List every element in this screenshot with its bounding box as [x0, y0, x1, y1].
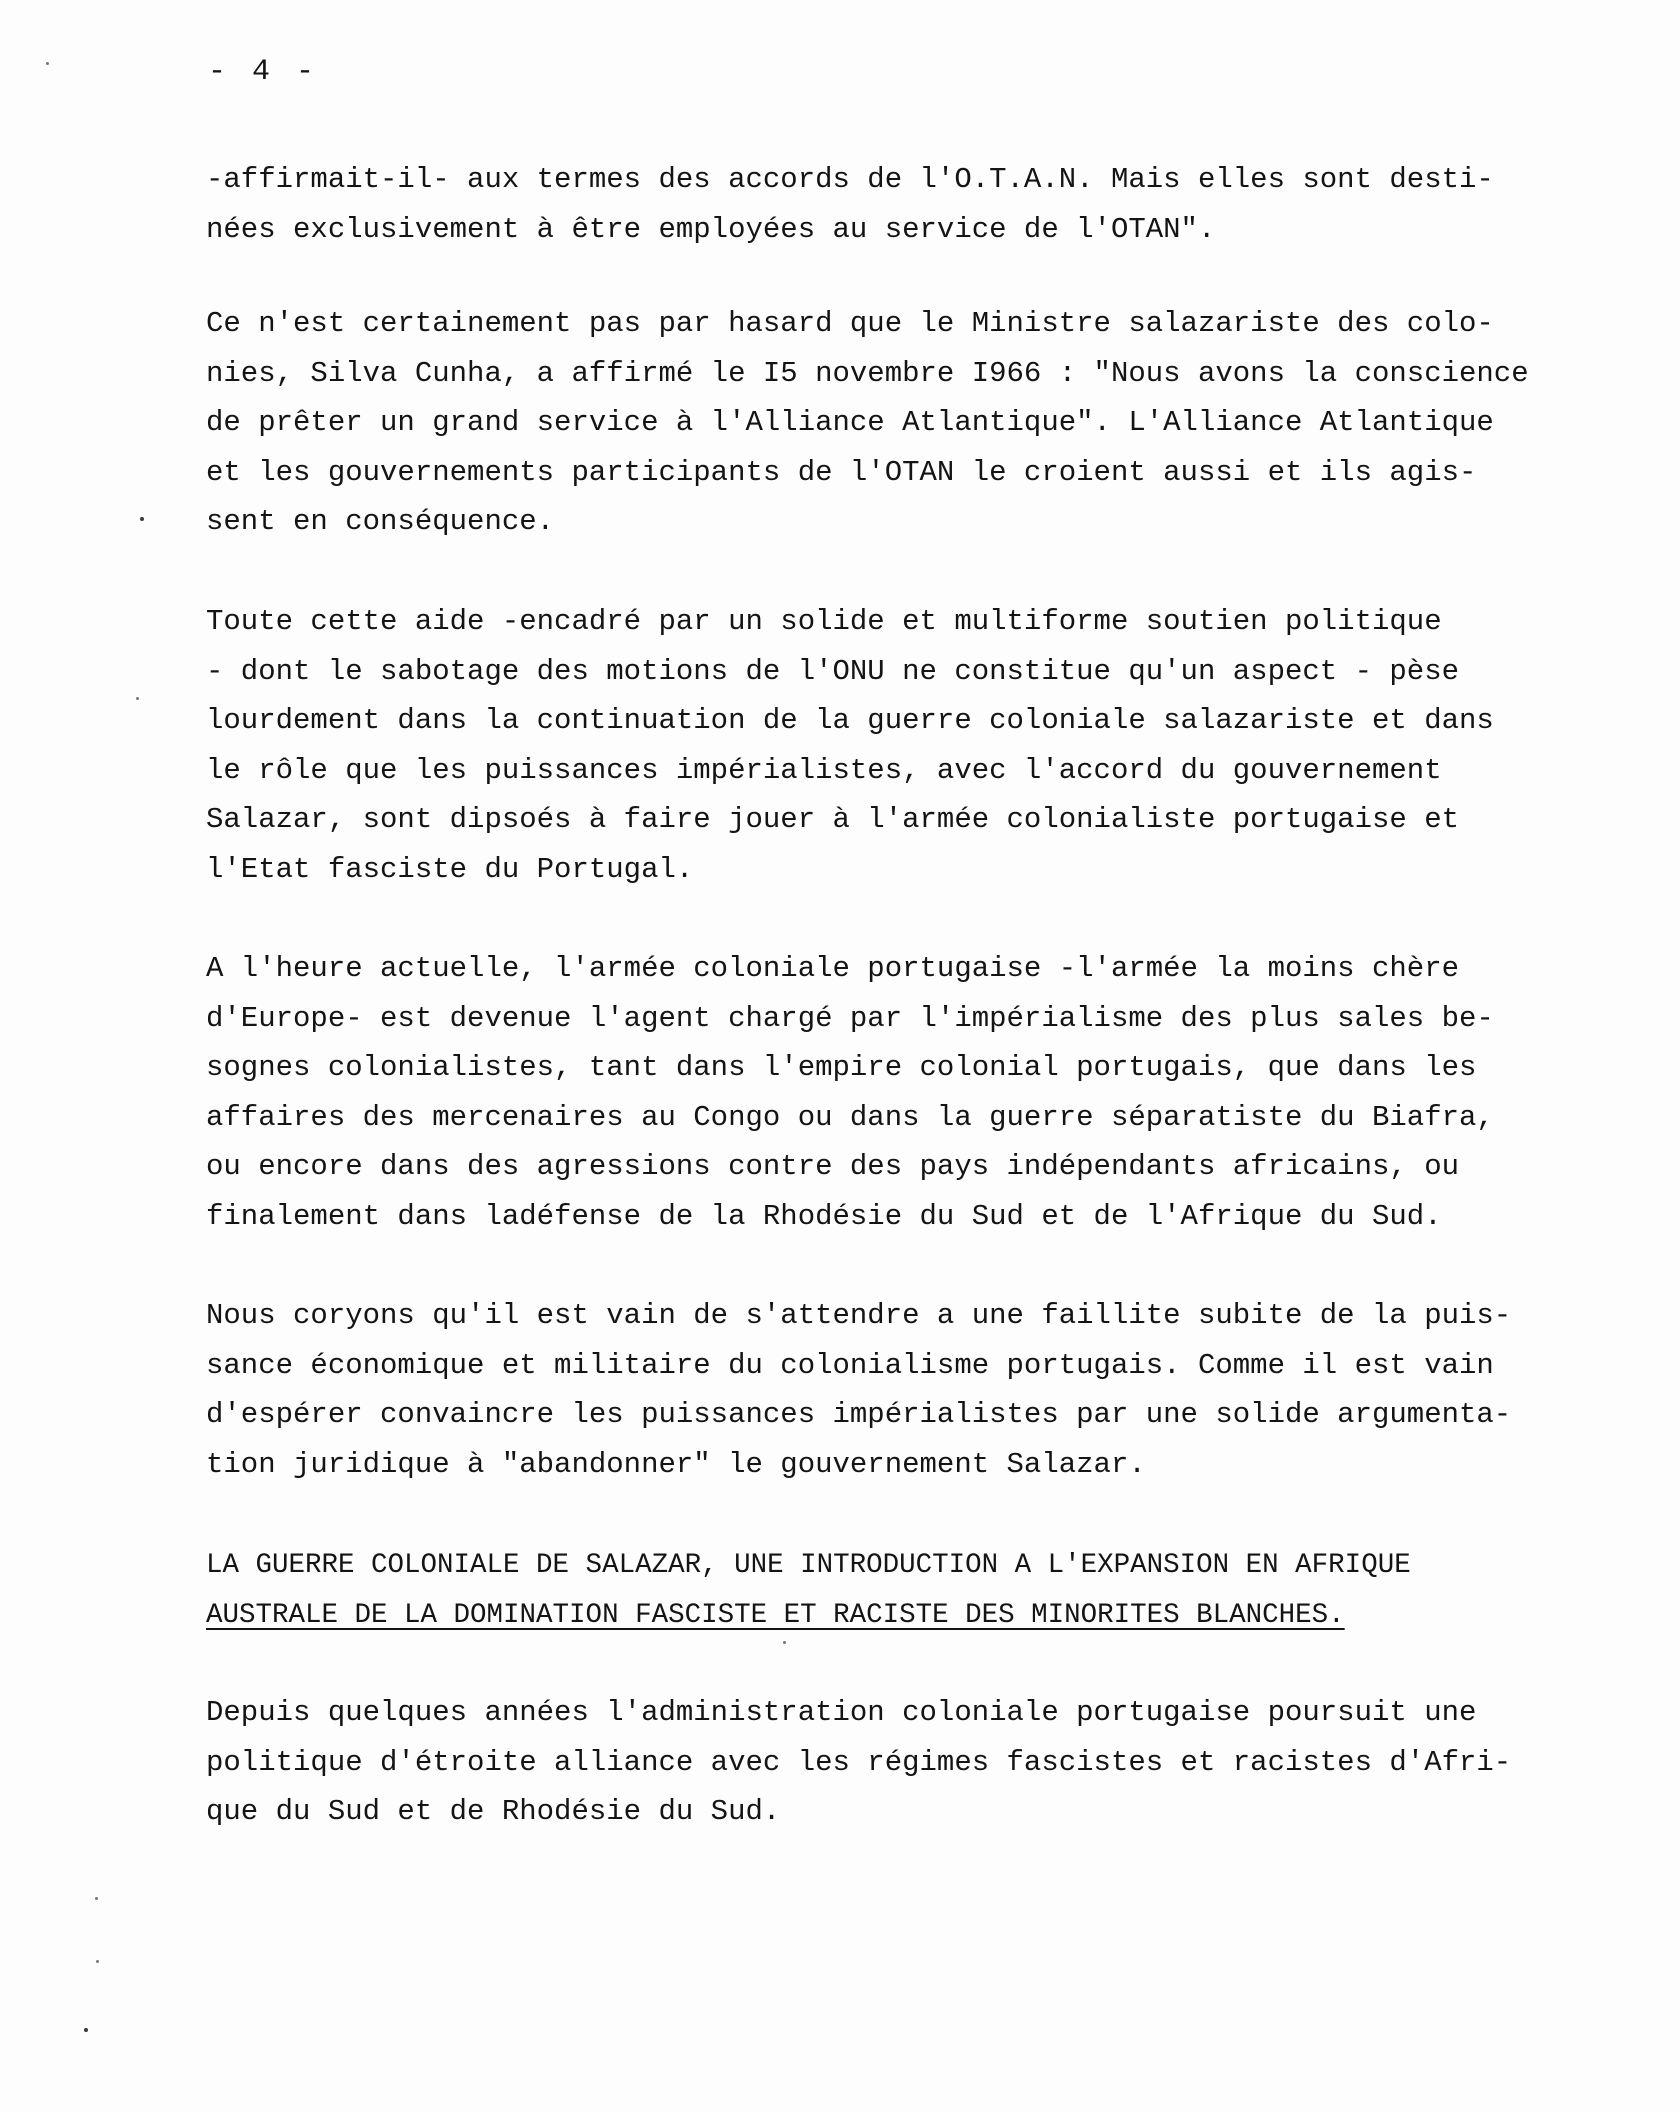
scan-speck — [46, 62, 49, 65]
text-line: Depuis quelques années l'administration coloniale portugaise poursuit une — [206, 1696, 1477, 1729]
text-line: A l'heure actuelle, l'armée coloniale portugaise -l'armée la moins chère — [206, 952, 1460, 985]
paragraph-1 — [206, 155, 1494, 254]
text-line: le rôle que les puissances impérialistes, avec l'accord du gouvernement — [206, 753, 1442, 787]
text-line: Salazar, sont dipsoés à faire jouer à l'armée colonialiste portugaise et — [206, 803, 1460, 836]
section-heading-line-1: LA GUERRE COLONIALE DE SALAZAR, UNE INTRODUCTION A L'EXPANSION EN AFRIQUE — [206, 1550, 1411, 1581]
text-line: Nous coryons qu'il est vain de s'attendre a une faillite subite de la puis- — [206, 1299, 1512, 1332]
text-line: l'Etat fasciste du Portugal. — [206, 852, 694, 886]
scan-speck — [95, 1897, 98, 1900]
text-line: - dont le sabotage des motions de l'ONU ne constitue qu'un aspect - pèse — [206, 654, 1460, 688]
text-line: -affirmait-il- aux termes des accords de l'O.T.A.N. Mais elles sont desti- — [206, 163, 1494, 196]
text-line: tion juridique à "abandonner" le gouvernement Salazar. — [206, 1447, 1146, 1481]
text-line: nées exclusivement à être employées au service de l'OTAN". — [206, 212, 1216, 246]
paragraph-3 — [206, 597, 1494, 894]
section-heading-line-2: AUSTRALE DE LA DOMINATION FASCISTE ET RACISTE DES MINORITES BLANCHES. — [206, 1599, 1345, 1631]
scan-speck — [136, 697, 139, 700]
paragraph-2 — [206, 299, 1529, 547]
section-heading — [206, 1541, 1411, 1640]
text-line: affaires des mercenaires au Congo ou dans la guerre séparatiste du Biafra, — [206, 1100, 1494, 1134]
scan-speck — [84, 2028, 88, 2032]
page-number: - 4 - — [208, 55, 319, 89]
text-line: Ce n'est certainement pas par hasard que le Ministre salazariste des colo- — [206, 307, 1494, 340]
text-line: Toute cette aide -encadré par un solide et multiforme soutien politique — [206, 605, 1442, 638]
paragraph-5 — [206, 1291, 1511, 1489]
text-line: finalement dans ladéfense de la Rhodésie du Sud et de l'Afrique du Sud. — [206, 1199, 1442, 1233]
scan-speck — [96, 1960, 99, 1963]
scan-speck — [783, 1641, 786, 1644]
text-line: d'espérer convaincre les puissances impérialistes par une solide argumenta- — [206, 1398, 1512, 1431]
text-line: d'Europe- est devenue l'agent chargé par l'impérialisme des plus sales be- — [206, 1001, 1494, 1035]
text-line: sognes colonialistes, tant dans l'empire colonial portugais, que dans les — [206, 1051, 1477, 1084]
text-line: et les gouvernements participants de l'OTAN le croient aussi et ils agis- — [206, 455, 1477, 489]
text-line: de prêter un grand service à l'Alliance Atlantique". L'Alliance Atlantique — [206, 406, 1494, 439]
text-line: lourdement dans la continuation de la guerre coloniale salazariste et dans — [206, 704, 1494, 737]
text-line: ou encore dans des agressions contre des pays indépendants africains, ou — [206, 1150, 1460, 1183]
closing-paragraph — [206, 1688, 1511, 1837]
text-line: nies, Silva Cunha, a affirmé le I5 novembre I966 : "Nous avons la conscience — [206, 356, 1529, 390]
text-line: que du Sud et de Rhodésie du Sud. — [206, 1795, 781, 1828]
text-line: sent en conséquence. — [206, 505, 555, 538]
text-line: sance économique et militaire du colonialisme portugais. Comme il est vain — [206, 1348, 1494, 1382]
text-line: politique d'étroite alliance avec les régimes fascistes et racistes d'Afri- — [206, 1745, 1512, 1779]
paragraph-4 — [206, 944, 1494, 1241]
scan-speck — [140, 517, 144, 521]
